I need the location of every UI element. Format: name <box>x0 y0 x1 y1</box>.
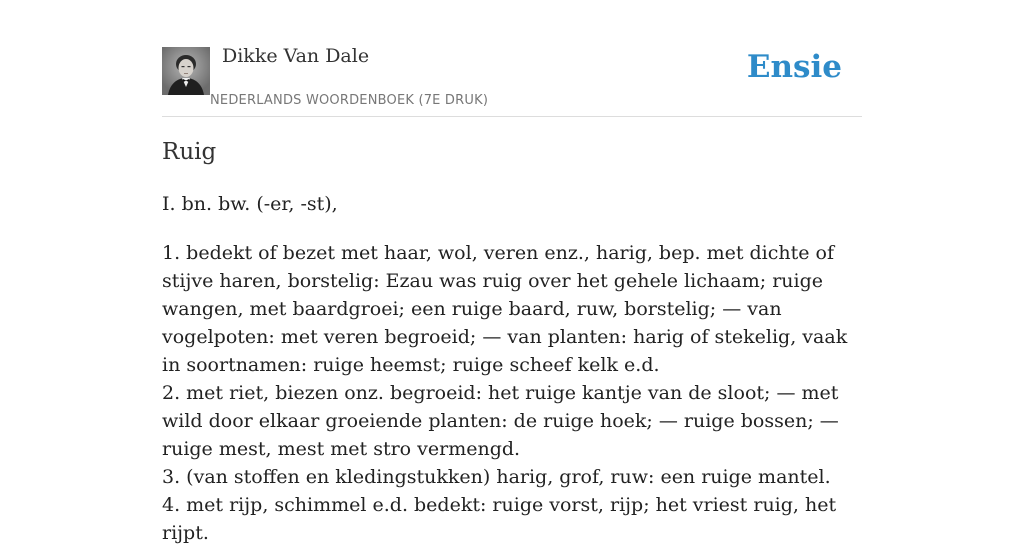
definition-item: 1. bedekt of bezet met haar, wol, veren enz., harig, bep. met dichte of stijve haren, borstelig: Ezau was ruig over het gehele lichaam; ruige wangen, met baardgroei; een ruige baard, ruw, borstelig; — van vogelpoten: met veren begroeid; — van planten: harig of stekelig, vaak in soortnamen: ruige heemst; ruige scheef kelk e.d. <box>162 242 848 376</box>
definition-item: 4. met rijp, schimmel e.d. bedekt: ruige vorst, rijp; het vriest ruig, het rijpt. <box>162 494 837 544</box>
source-header <box>162 44 862 117</box>
definition-list <box>162 239 862 547</box>
source-title[interactable]: Dikke Van Dale <box>222 45 370 67</box>
definition-item: 3. (van stoffen en kledingstukken) harig, grof, ruw: een ruige mantel. <box>162 466 831 488</box>
grammar-note: I. bn. bw. (-er, -st), <box>162 193 338 215</box>
definition-item: 2. met riet, biezen onz. begroeid: het ruige kantje van de sloot; — met wild door elkaar groeiende planten: de ruige hoek; — ruige bossen; — ruige mest, mest met stro vermengd. <box>162 382 839 460</box>
source-avatar[interactable] <box>162 47 210 95</box>
source-subtitle[interactable]: NEDERLANDS WOORDENBOEK (7E DRUK) <box>210 93 489 108</box>
entry-headword: Ruig <box>162 139 217 165</box>
ensie-logo-link[interactable]: Ensie <box>746 49 842 85</box>
portrait-photo-icon <box>162 47 210 95</box>
